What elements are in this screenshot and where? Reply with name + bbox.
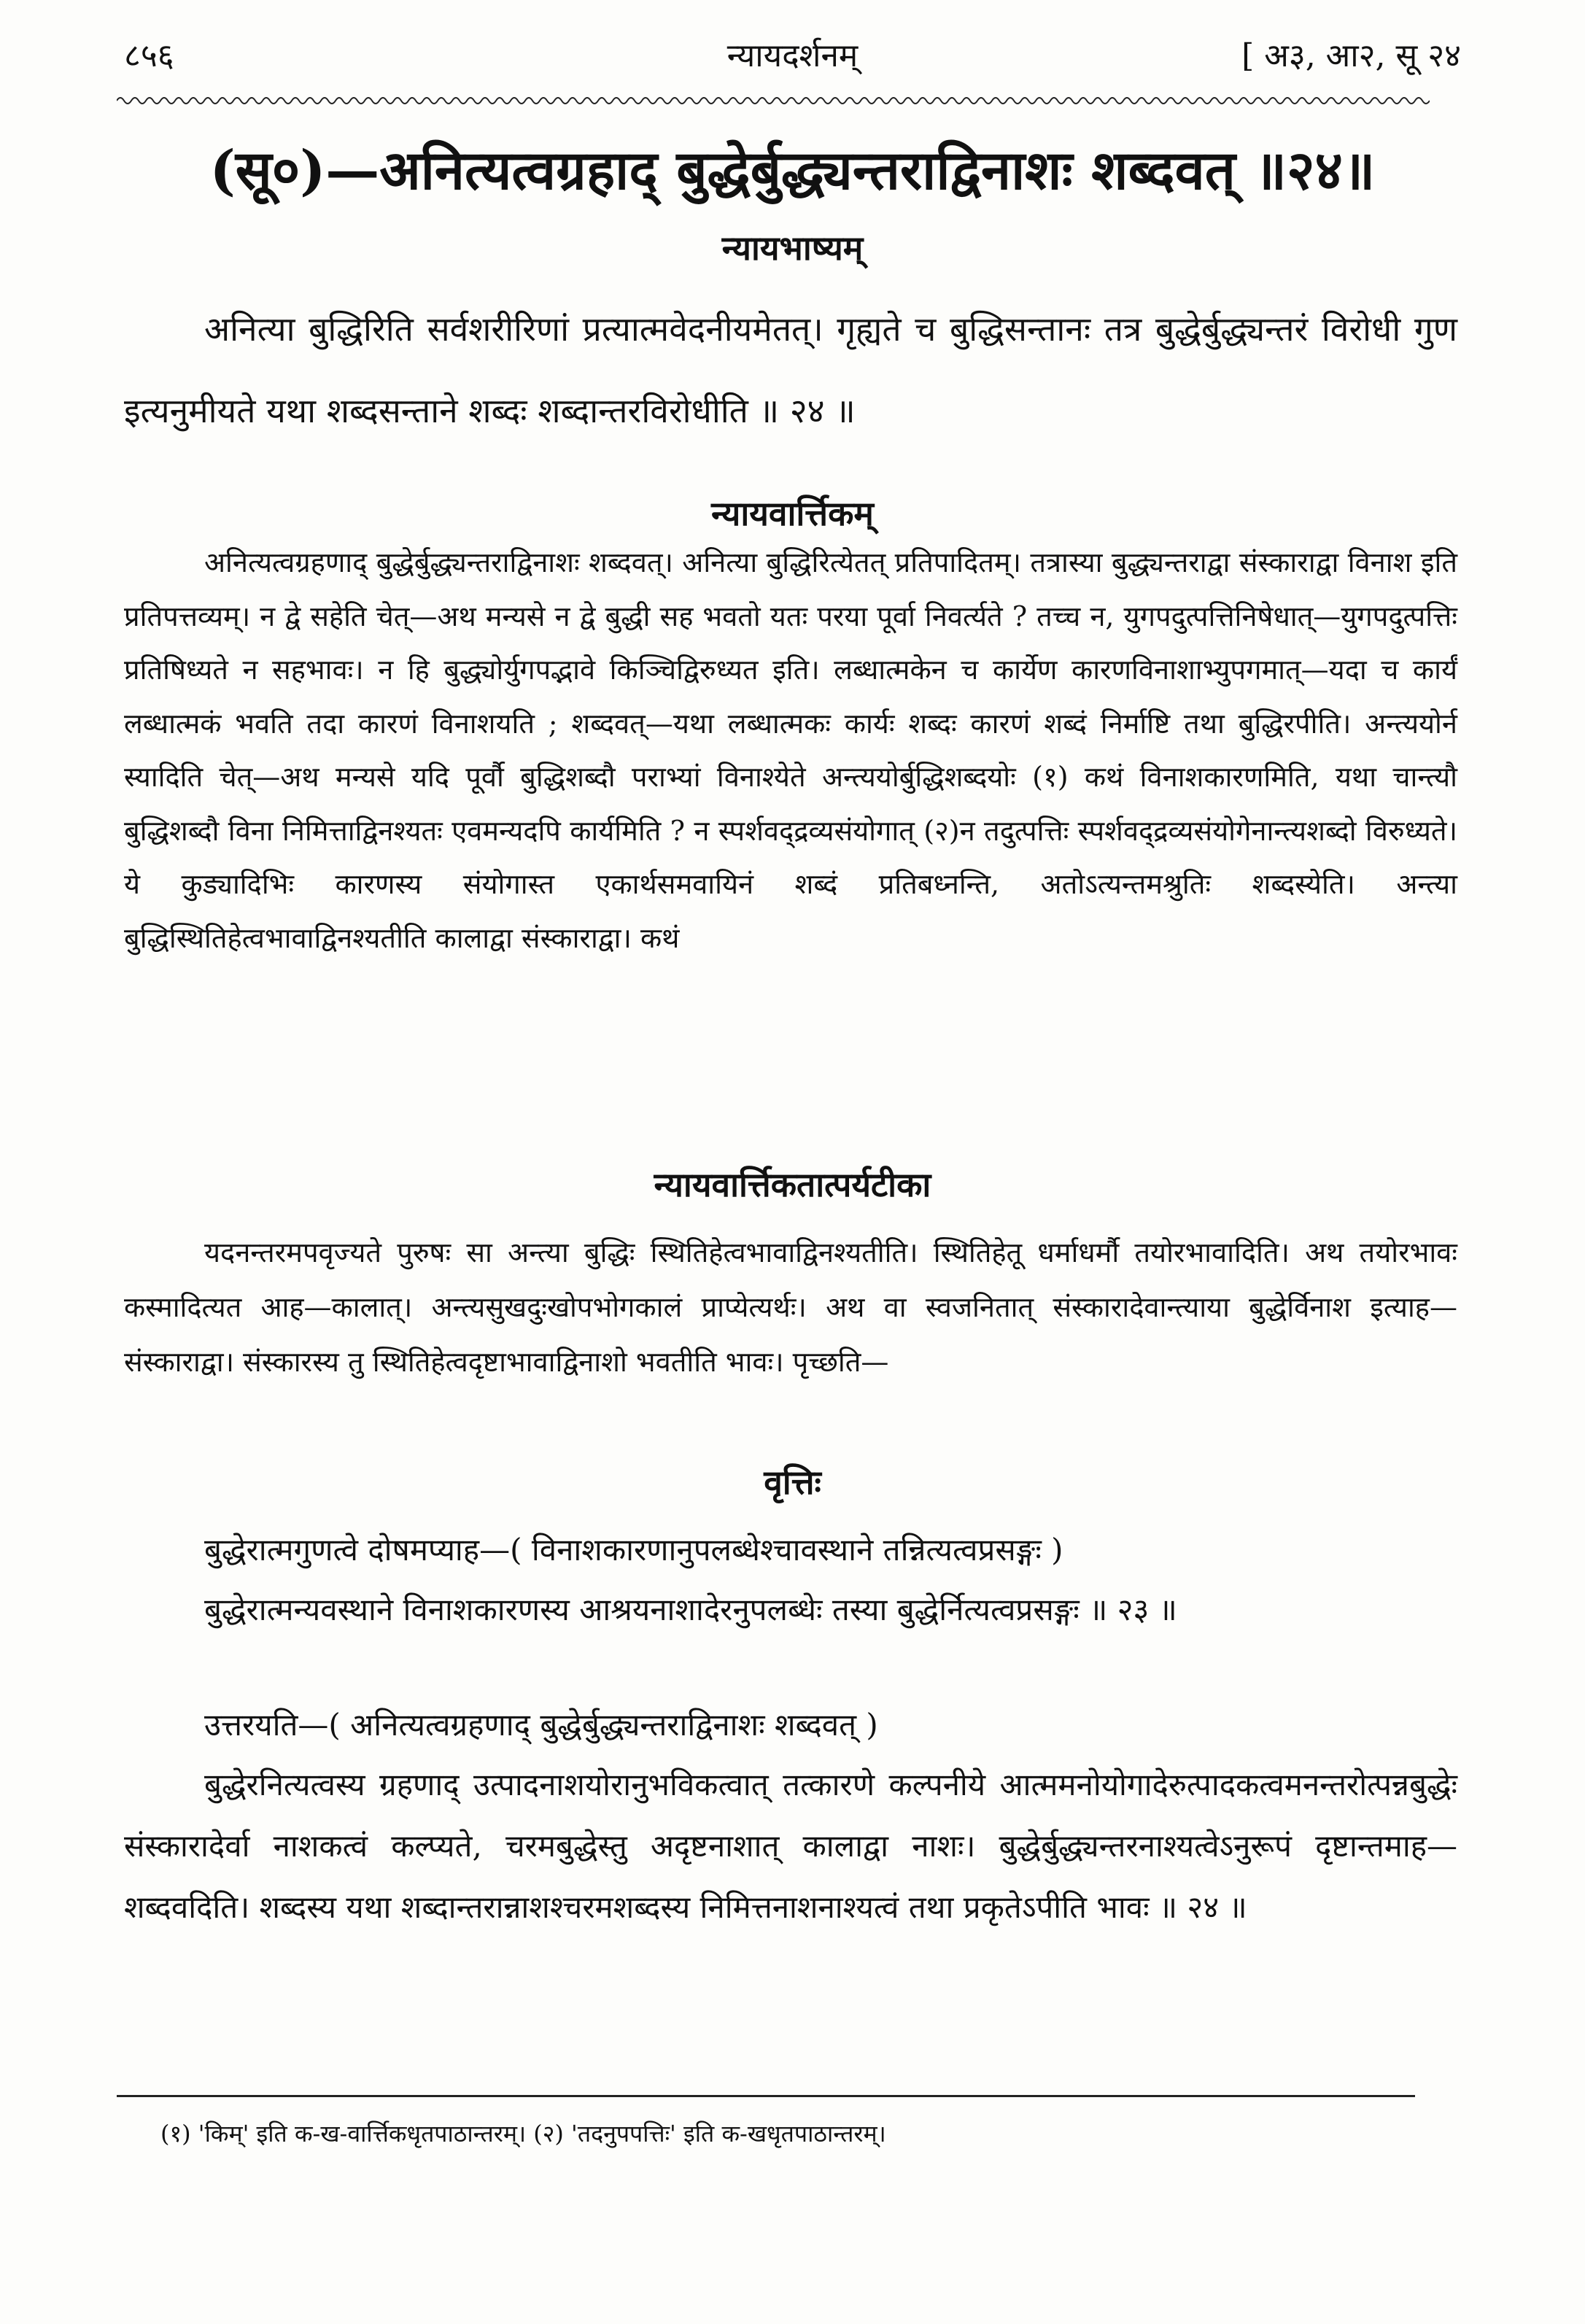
vritti-line-2: बुद्धेरात्मन्यवस्थाने विनाशकारणस्य आश्रयनाशादेरनुपलब्धेः तस्या बुद्धेर्नित्यत्वप्रसङ्गः ॥ २३ ॥ — [204, 1592, 1177, 1627]
tika-title: न्यायवार्त्तिकतात्पर्यटीका — [654, 1165, 931, 1204]
vartika-text: अनित्यत्वग्रहणाद् बुद्धेर्बुद्ध्यन्तराद्विनाशः शब्दवत्। अनित्या बुद्धिरित्येतत् प्रतिपादितम्। तत्रास्या बुद्ध्यन्तराद्वा संस्काराद्वा विनाश इति प्रतिपत्तव्यम्। न द्वे सहेति चेत्—अथ मन्यसे न द्वे बुद्धी सह भवतो यतः परया पूर्वा निवर्त्यते ? तच्च न, युगपदुत्पत्तिनिषेधात्—युगपदुत्पत्तिः प्रतिषिध्यते न सहभावः। न हि बुद्ध्योर्युगपद्भावे किञ्चिद्विरुध्यत इति। लब्धात्मकेन च कार्येण कारणविनाशाभ्युपगमात्—यदा च कार्यं लब्धात्मकं भवति तदा कारणं विनाशयति ; शब्दवत्—यथा लब्धात्मकः कार्यः शब्दः कारणं शब्दं निर्माष्टि तथा बुद्धिरपीति। अन्त्ययोर्न स्यादिति चेत्—अथ मन्यसे यदि पूर्वौ बुद्धिशब्दौ पराभ्यां विनाश्येते अन्त्ययोर्बुद्धिशब्दयोः (१) कथं विनाशकारणमिति, यथा चान्त्यौ बुद्धिशब्दौ विना निमित्ताद्विनश्यतः एवमन्यदपि कार्यमिति ? न स्पर्शवद्द्रव्यसंयोगात् (२)न तदुत्पत्तिः स्पर्शवद्द्रव्यसंयोगेनान्त्यशब्दो विरुध्यते। ये कुड्यादिभिः कारणस्य संयोगास्त एकार्थसमवायिनं शब्दं प्रतिबध्नन्ति, अतोऽत्यन्तमश्रुतिः शब्दस्येति। अन्त्या बुद्धिस्थितिहेत्वभावाद्विनश्यतीति कालाद्वा संस्काराद्वा। कथं — [124, 546, 1457, 954]
bhashya-text: अनित्या बुद्धिरिति सर्वशरीरिणां प्रत्यात्मवेदनीयमेतत्। गृह्यते च बुद्धिसन्तानः तत्र बुद्धेर्बुद्ध्यन्तरं विरोधी गुण इत्यनुमीयते यथा शब्दसन्ताने शब्दः शब्दान्तरविरोधीति ॥ २४ ॥ — [124, 309, 1457, 430]
wavy-divider — [117, 93, 1430, 108]
sutra-heading: (सू०)—अनित्यत्वग्रहाद् बुद्धेर्बुद्ध्यन्तराद्विनाशः शब्दवत् ॥२४॥ — [209, 139, 1376, 202]
vritti-line-3: उत्तरयति—( अनित्यत्वग्रहणाद् बुद्धेर्बुद्ध्यन्तराद्विनाशः शब्दवत् ) — [204, 1707, 878, 1743]
chapter-reference: [ अ३, आ२, सू २४ — [1241, 37, 1461, 74]
bhashya-title: न्यायभाष्यम् — [721, 228, 864, 268]
running-header — [124, 32, 1461, 76]
vritti-line-4: बुद्धेरनित्यत्वस्य ग्रहणाद् उत्पादनाशयोरानुभविकत्वात् तत्कारणे कल्पनीये आत्ममनोयोगादेरुत्पादकत्वमनन्तरोत्पन्नबुद्धेः संस्कारादेर्वा नाशकत्वं कल्प्यते, चरमबुद्धेस्तु अदृष्टनाशात् कालाद्वा नाशः। बुद्धेर्बुद्ध्यन्तरनाश्यत्वेऽनुरूपं दृष्टान्तमाह—शब्दवदिति। शब्दस्य यथा शब्दान्तरान्नाशश्चरमशब्दस्य निमित्तनाशनाश्यत्वं तथा प्रकृतेऽपीति भावः ॥ २४ ॥ — [124, 1767, 1457, 1925]
vritti-line-1: बुद्धेरात्मगुणत्वे दोषमप्याह—( विनाशकारणानुपलब्धेश्चावस्थाने तन्नित्यत्वप्रसङ्गः ) — [204, 1532, 1063, 1568]
book-title: न्यायदर्शनम् — [726, 37, 859, 74]
vartika-title: न्यायवार्त्तिकम् — [711, 494, 874, 533]
footnote: (१) 'किम्' इति क-ख-वार्त्तिकधृतपाठान्तरम्। (२) 'तदनुपपत्तिः' इति क-खधृतपाठान्तरम्। — [160, 2120, 886, 2147]
vritti-title: वृत्तिः — [764, 1463, 821, 1502]
footnote-divider — [117, 2095, 1415, 2097]
tika-text: यदनन्तरमपवृज्यते पुरुषः सा अन्त्या बुद्धिः स्थितिहेत्वभावाद्विनश्यतीति। स्थितिहेतू धर्माधर्मौ तयोरभावादिति। अथ तयोरभावः कस्मादित्यत आह—कालात्। अन्त्यसुखदुःखोपभोगकालं प्राप्येत्यर्थः। अथ वा स्वजनितात् संस्कारादेवान्त्याया बुद्धेर्विनाश इत्याह—संस्काराद्वा। संस्कारस्य तु स्थितिहेत्वदृष्टाभावाद्विनाशो भवतीति भावः। पृच्छति— — [124, 1236, 1457, 1378]
page-number: ८५६ — [124, 37, 174, 74]
